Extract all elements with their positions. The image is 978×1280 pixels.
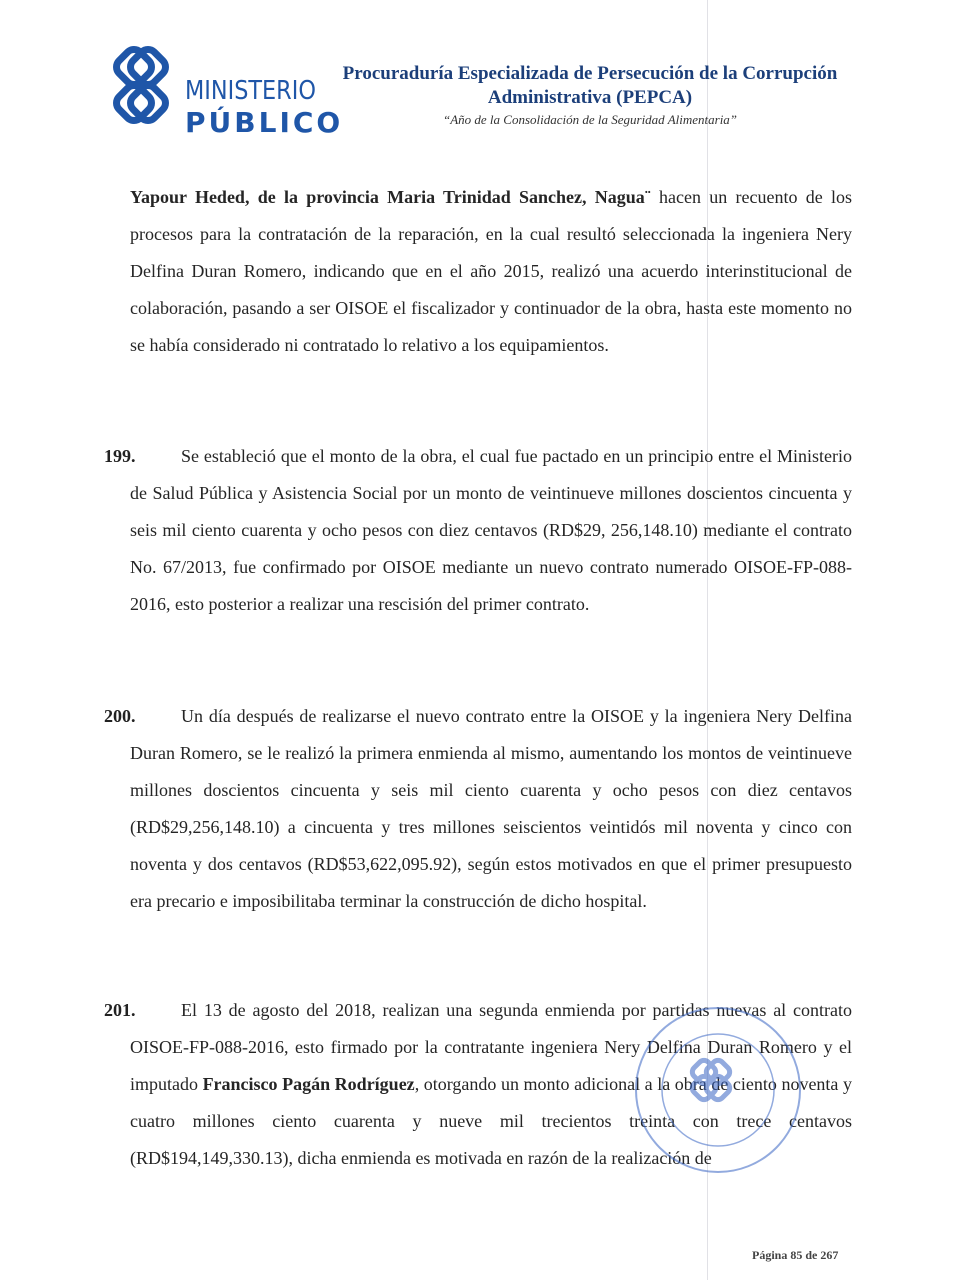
logo-text-publico: PÚBLICO <box>185 106 344 139</box>
logo-text-ministerio: MINISTERIO <box>185 76 316 106</box>
intro-bold-text: Yapour Heded, de la provincia Maria Trinidad Sanchez, Nagua¨ <box>130 187 651 207</box>
paragraph-text-part-b: , otorgando un monto adicional a la obra de ciento noventa y cuatro millones ciento cuarenta y nueve mil trecientos treinta con trece centavos (RD$194,149,330.13), dicha enmienda es motivada en razón de la realización de <box>130 1074 852 1168</box>
knot-logo-icon <box>105 44 177 140</box>
paragraph-199 <box>104 438 852 623</box>
ministerio-publico-logo <box>105 40 344 140</box>
page-number: Página 85 de 267 <box>752 1248 839 1262</box>
intro-text: hacen un recuento de los procesos para la contratación de la reparación, en la cual resultó seleccionada la ingeniera Nery Delfina Duran Romero, indicando que en el año 2015, realizó una acuerdo interinstitucional de colaboración, pasando a ser OISOE el fiscalizador y continuador de la obra, hasta este momento no se había considerado ni contratado lo relativo a los equipamientos. <box>130 187 852 355</box>
paragraph-text: Se estableció que el monto de la obra, el cual fue pactado en un principio entre el Ministerio de Salud Pública y Asistencia Social por un monto de veintinueve millones doscientos cincuenta y seis mil ciento cuarenta y ocho pesos con diez centavos (RD$29, 256,148.10) mediante el contrato No. 67/2013, fue confirmado por OISOE mediante un nuevo contrato numerado OISOE-FP-088-2016, esto posterior a realizar una rescisión del primer contrato. <box>130 446 852 614</box>
paragraph-text: Un día después de realizarse el nuevo contrato entre la OISOE y la ingeniera Nery Delfina Duran Romero, se le realizó la primera enmienda al mismo, aumentando los montos de veintinueve millones doscientos cincuenta y seis mil ciento cuarenta y ocho pesos con diez centavos (RD$29,256,148.10) a cincuenta y tres millones seiscientos veintidós mil noventa y cinco con noventa y dos centavos (RD$53,622,095.92), según estos motivados en que el primer presupuesto era precario e imposibilitaba terminar la construcción de dicho hospital. <box>130 706 852 911</box>
defendant-name: Francisco Pagán Rodríguez <box>202 1074 415 1094</box>
intro-paragraph <box>130 179 852 364</box>
official-seal-stamp-icon <box>628 1000 808 1180</box>
office-header <box>320 62 860 130</box>
office-title-line1: Procuraduría Especializada de Persecución de la Corrupción <box>342 63 838 84</box>
office-title-line2: Administrativa (PEPCA) <box>487 87 693 108</box>
paragraph-number: 200. <box>104 706 136 726</box>
paragraph-number: 201. <box>104 1000 136 1020</box>
paragraph-text-part-a: El 13 de agosto del 2018, realizan una segunda enmienda por partidas nuevas al contrato OISOE-FP-088-2016, esto firmado por la contratante ingeniera Nery Delfina Duran Romero y el imputado <box>130 1000 852 1094</box>
year-motto: “Año de la Consolidación de la Seguridad Alimentaria” <box>442 112 738 127</box>
paragraph-200 <box>104 698 852 920</box>
paragraph-number: 199. <box>104 446 136 466</box>
